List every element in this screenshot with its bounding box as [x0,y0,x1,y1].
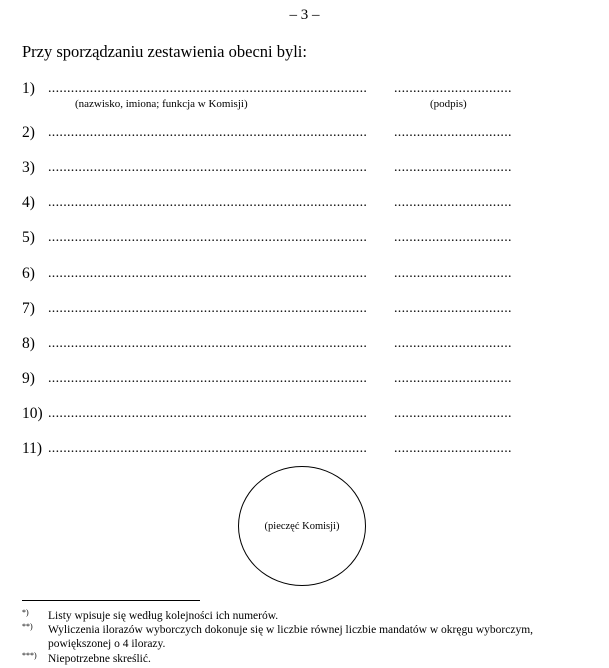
stamp-label: (pieczęć Komisji) [264,520,340,532]
attendee-row-2 [22,124,602,144]
name-field-line: .................................................................................... [48,230,368,245]
commission-stamp-circle [238,466,366,586]
name-field-line: .................................................................................... [48,266,368,281]
name-field-line: .................................................................................... [48,406,368,421]
signature-field-line: ............................... [394,81,512,96]
footnote-text: Listy wpisuje się według kolejności ich numerów. [48,610,279,622]
row-number: 7) [22,300,35,317]
row-number: 9) [22,370,35,387]
signature-field-line: ............................... [394,406,512,421]
attendee-row-6 [22,265,602,285]
footnote-text: Niepotrzebne skreślić. [48,653,151,665]
signature-field-line: ............................... [394,266,512,281]
attendance-heading: Przy sporządzaniu zestawienia obecni byli: [22,42,307,61]
attendee-row-4 [22,194,602,214]
row-number: 10) [22,405,43,422]
name-field-line: .................................................................................... [48,336,368,351]
signature-caption: (podpis) [430,98,467,110]
name-field-line: .................................................................................... [48,160,368,175]
attendee-row-5 [22,229,602,249]
name-field-line: .................................................................................... [48,81,368,96]
signature-field-line: ............................... [394,230,512,245]
signature-field-line: ............................... [394,336,512,351]
footnote-text: Wyliczenia ilorazów wyborczych dokonuje się w liczbie równej liczbie mandatów w okręgu wyborczym, powiększonej o 4 ilorazy. [48,624,534,650]
footnote-mark: *) [22,608,29,617]
signature-field-line: ............................... [394,195,512,210]
footnote-mark: ***) [22,651,37,660]
name-caption: (nazwisko, imiona; funkcja w Komisji) [75,98,248,110]
attendee-row-1 [22,80,602,100]
page-number: – 3 – [289,7,320,23]
attendee-row-8 [22,335,602,355]
attendee-row-11 [22,440,602,460]
signature-field-line: ............................... [394,160,512,175]
footnote-divider [22,600,200,601]
name-field-line: .................................................................................... [48,301,368,316]
attendee-row-3 [22,159,602,179]
attendee-row-10 [22,405,602,425]
row-number: 4) [22,194,35,211]
name-field-line: .................................................................................... [48,195,368,210]
row-number: 1) [22,80,35,97]
row-number: 6) [22,265,35,282]
signature-field-line: ............................... [394,301,512,316]
row-number: 2) [22,124,35,141]
row-number: 5) [22,229,35,246]
footnote-mark: **) [22,622,33,631]
signature-field-line: ............................... [394,371,512,386]
row-number: 8) [22,335,35,352]
name-field-line: .................................................................................... [48,441,368,456]
signature-field-line: ............................... [394,441,512,456]
name-field-line: .................................................................................... [48,125,368,140]
row-number: 3) [22,159,35,176]
attendee-row-9 [22,370,602,390]
name-field-line: .................................................................................... [48,371,368,386]
row-number: 11) [22,440,43,457]
signature-field-line: ............................... [394,125,512,140]
attendee-row-7 [22,300,602,320]
